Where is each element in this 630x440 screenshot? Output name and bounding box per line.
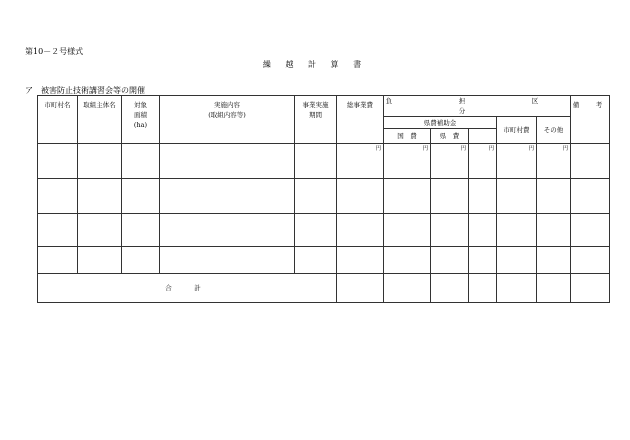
cell-remarks: [571, 214, 610, 247]
section-heading: ア 被害防止技術講習会等の開催: [25, 86, 145, 95]
cell-organizer: [78, 179, 122, 214]
cell-content: [160, 179, 295, 214]
header-municipality: 市町村名: [38, 96, 78, 144]
cell-prefectural: [431, 247, 469, 274]
header-target-area-unit: (ha): [133, 121, 148, 129]
header-prefecture-subsidy: 県費補助金: [384, 117, 497, 129]
cell-prefectural: [431, 214, 469, 247]
cell-total-cost: [337, 214, 384, 247]
header-remarks: 備 考: [571, 96, 610, 144]
header-national: 国 費: [384, 129, 431, 144]
cell-municipal: [497, 214, 537, 247]
cell-national: [384, 247, 431, 274]
cell-target-area: [122, 144, 160, 179]
total-prefectural: [431, 274, 469, 303]
cell-municipality: [38, 179, 78, 214]
total-label: 合 計: [38, 274, 337, 303]
cell-other: [537, 247, 571, 274]
header-period-line1: 事業実施: [302, 101, 329, 109]
cell-subsidy-blank: [469, 179, 497, 214]
header-target-area: [122, 96, 160, 144]
total-national: [384, 274, 431, 303]
cell-prefectural: [431, 179, 469, 214]
cell-municipal-unit: 円: [497, 144, 537, 179]
cell-municipality: [38, 214, 78, 247]
cell-subsidy-blank: [469, 214, 497, 247]
form-number: 第10－２号様式: [25, 47, 84, 56]
total-other: [537, 274, 571, 303]
cell-municipality: [38, 144, 78, 179]
header-burden: 負 担 区 分: [384, 96, 571, 117]
header-total-cost: 総事業費: [337, 96, 384, 144]
header-period-line2: 期間: [309, 111, 322, 119]
cell-total-cost: [337, 247, 384, 274]
cell-period: [295, 179, 337, 214]
header-prefectural: 県 費: [431, 129, 469, 144]
cell-municipal: [497, 179, 537, 214]
cell-national-unit: 円: [384, 144, 431, 179]
header-content-line2: (取組内容等): [208, 111, 246, 119]
total-remarks: [571, 274, 610, 303]
cell-subsidy-blank: [469, 247, 497, 274]
cell-content: [160, 144, 295, 179]
total-cost: [337, 274, 384, 303]
cell-organizer: [78, 214, 122, 247]
cell-organizer: [78, 247, 122, 274]
cell-prefectural-unit: 円: [431, 144, 469, 179]
header-target-area-line2: 面積: [134, 111, 147, 119]
cell-content: [160, 214, 295, 247]
document-title: 繰 越 計 算 書: [262, 60, 368, 69]
cell-municipal: [497, 247, 537, 274]
header-other: その他: [537, 117, 571, 144]
header-blank: [469, 129, 497, 144]
cell-total-cost-unit: 円: [337, 144, 384, 179]
cell-other: [537, 179, 571, 214]
total-subsidy-blank: [469, 274, 497, 303]
cell-period: [295, 247, 337, 274]
cell-target-area: [122, 179, 160, 214]
cell-remarks: [571, 179, 610, 214]
cell-municipality: [38, 247, 78, 274]
cell-remarks: [571, 144, 610, 179]
cell-period: [295, 214, 337, 247]
cell-other: [537, 214, 571, 247]
cell-period: [295, 144, 337, 179]
cell-content: [160, 247, 295, 274]
cell-national: [384, 214, 431, 247]
cell-subsidy-blank-unit: 円: [469, 144, 497, 179]
carryover-table: [37, 95, 610, 303]
cell-target-area: [122, 214, 160, 247]
header-organizer: 取組主体名: [78, 96, 122, 144]
cell-target-area: [122, 247, 160, 274]
header-municipal: 市町村費: [497, 117, 537, 144]
total-municipal: [497, 274, 537, 303]
cell-total-cost: [337, 179, 384, 214]
cell-remarks: [571, 247, 610, 274]
cell-other-unit: 円: [537, 144, 571, 179]
header-period: [295, 96, 337, 144]
cell-organizer: [78, 144, 122, 179]
header-content-line1: 実施内容: [214, 101, 240, 109]
header-target-area-line1: 対象: [134, 101, 147, 109]
cell-national: [384, 179, 431, 214]
header-content: [160, 96, 295, 144]
